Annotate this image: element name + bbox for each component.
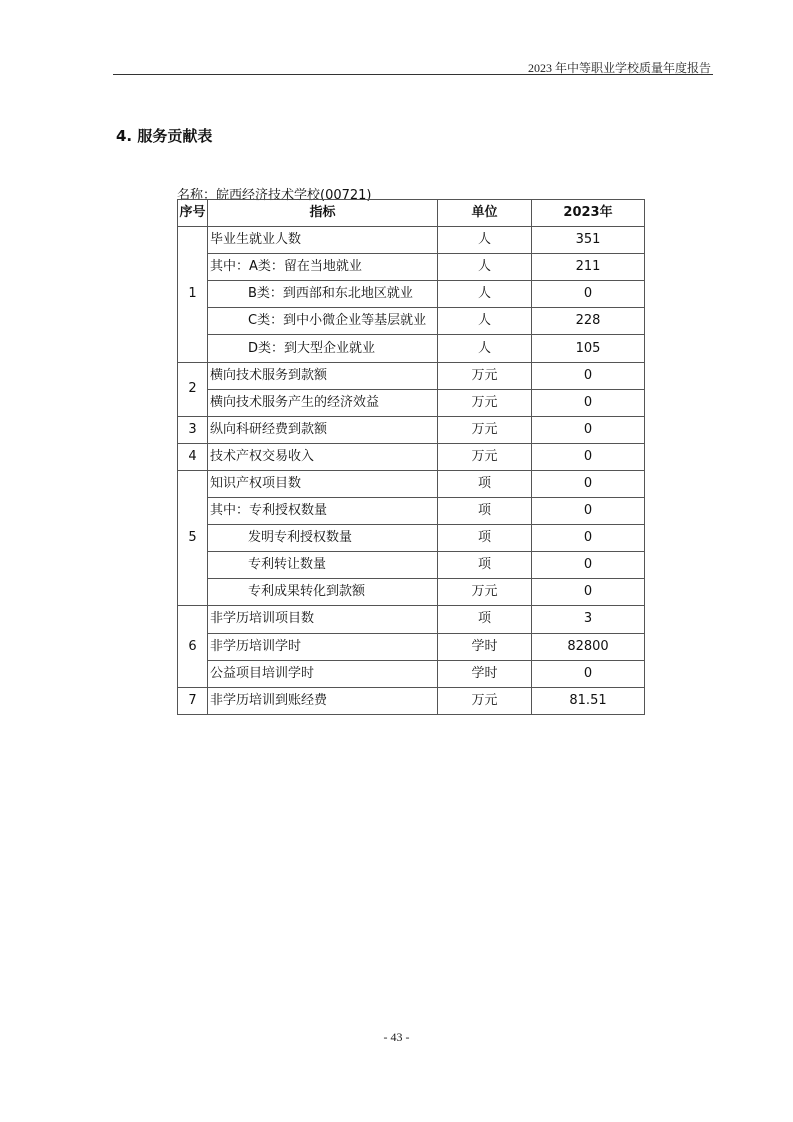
header-unit: 单位	[438, 200, 532, 227]
seq-cell: 7	[178, 687, 208, 714]
indicator-cell: B类：到西部和东北地区就业	[208, 281, 438, 308]
value-cell: 3	[532, 606, 645, 633]
table-row	[178, 470, 645, 497]
unit-cell: 人	[438, 227, 532, 254]
table-row	[178, 525, 645, 552]
page-number: - 43 -	[383, 1030, 410, 1044]
unit-cell: 学时	[438, 660, 532, 687]
value-cell: 0	[532, 552, 645, 579]
indicator-cell: 横向技术服务产生的经济效益	[208, 389, 438, 416]
indicator-cell: 非学历培训学时	[208, 633, 438, 660]
value-cell: 0	[532, 443, 645, 470]
table-row	[178, 308, 645, 335]
unit-cell: 项	[438, 470, 532, 497]
seq-cell: 2	[178, 362, 208, 416]
unit-cell: 万元	[438, 687, 532, 714]
value-cell: 81.51	[532, 687, 645, 714]
indicator-cell: 发明专利授权数量	[208, 525, 438, 552]
table-row	[178, 416, 645, 443]
value-cell: 0	[532, 416, 645, 443]
seq-cell: 4	[178, 443, 208, 470]
seq-cell: 6	[178, 606, 208, 687]
value-cell: 351	[532, 227, 645, 254]
table-row	[178, 579, 645, 606]
seq-cell: 3	[178, 416, 208, 443]
unit-cell: 人	[438, 308, 532, 335]
value-cell: 228	[532, 308, 645, 335]
indicator-cell: 其中：专利授权数量	[208, 498, 438, 525]
indicator-cell: 非学历培训到账经费	[208, 687, 438, 714]
value-cell: 0	[532, 660, 645, 687]
unit-cell: 万元	[438, 416, 532, 443]
table-row	[178, 335, 645, 362]
seq-cell: 5	[178, 470, 208, 605]
header-seq: 序号	[178, 200, 208, 227]
table-row	[178, 606, 645, 633]
value-cell: 0	[532, 362, 645, 389]
table-row	[178, 227, 645, 254]
indicator-cell: 毕业生就业人数	[208, 227, 438, 254]
indicator-cell: C类：到中小微企业等基层就业	[208, 308, 438, 335]
unit-cell: 项	[438, 525, 532, 552]
table-row	[178, 552, 645, 579]
header-rule	[113, 74, 713, 75]
unit-cell: 万元	[438, 362, 532, 389]
indicator-cell: 横向技术服务到款额	[208, 362, 438, 389]
table-row	[178, 254, 645, 281]
unit-cell: 项	[438, 552, 532, 579]
value-cell: 0	[532, 525, 645, 552]
unit-cell: 人	[438, 335, 532, 362]
indicator-cell: D类：到大型企业就业	[208, 335, 438, 362]
value-cell: 0	[532, 389, 645, 416]
table-row	[178, 281, 645, 308]
section-title: 4. 服务贡献表	[116, 127, 213, 145]
unit-cell: 万元	[438, 579, 532, 606]
indicator-cell: 公益项目培训学时	[208, 660, 438, 687]
service-contribution-table	[177, 199, 645, 715]
unit-cell: 人	[438, 281, 532, 308]
indicator-cell: 技术产权交易收入	[208, 443, 438, 470]
value-cell: 82800	[532, 633, 645, 660]
value-cell: 0	[532, 498, 645, 525]
school-name: 名称：皖西经济技术学校(00721)	[177, 188, 372, 203]
report-header-title: 2023 年中等职业学校质量年度报告	[527, 61, 711, 75]
value-cell: 105	[532, 335, 645, 362]
seq-cell: 1	[178, 227, 208, 362]
indicator-cell: 纵向科研经费到款额	[208, 416, 438, 443]
value-cell: 211	[532, 254, 645, 281]
indicator-cell: 专利转让数量	[208, 552, 438, 579]
header-indicator: 指标	[208, 200, 438, 227]
unit-cell: 项	[438, 606, 532, 633]
table-body	[178, 227, 645, 715]
value-cell: 0	[532, 281, 645, 308]
table-row	[178, 362, 645, 389]
table-row	[178, 498, 645, 525]
unit-cell: 万元	[438, 389, 532, 416]
header-year: 2023年	[532, 200, 645, 227]
table-row	[178, 389, 645, 416]
table-row	[178, 633, 645, 660]
table-row	[178, 660, 645, 687]
indicator-cell: 专利成果转化到款额	[208, 579, 438, 606]
value-cell: 0	[532, 579, 645, 606]
unit-cell: 项	[438, 498, 532, 525]
value-cell: 0	[532, 470, 645, 497]
indicator-cell: 其中：A类：留在当地就业	[208, 254, 438, 281]
unit-cell: 学时	[438, 633, 532, 660]
indicator-cell: 非学历培训项目数	[208, 606, 438, 633]
table-row	[178, 443, 645, 470]
table-row	[178, 687, 645, 714]
indicator-cell: 知识产权项目数	[208, 470, 438, 497]
unit-cell: 人	[438, 254, 532, 281]
table-header-row	[178, 200, 645, 227]
unit-cell: 万元	[438, 443, 532, 470]
